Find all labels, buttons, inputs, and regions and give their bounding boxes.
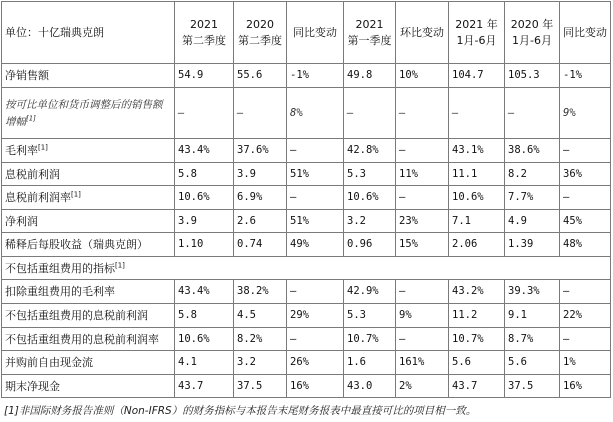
row-label: 并购前自由现金流	[2, 351, 175, 375]
table-row	[2, 139, 611, 163]
table-cell: 0.74	[234, 233, 287, 257]
row-label: 不包括重组费用的息税前利润率	[2, 328, 175, 351]
table-row	[2, 304, 611, 328]
table-cell: 9.1	[505, 304, 560, 328]
table-cell: 1.6	[344, 351, 396, 375]
col-header-yoy-h1: 同比变动	[560, 2, 611, 64]
table-row	[2, 163, 611, 186]
table-cell: 51%	[287, 210, 344, 233]
table-cell: –	[287, 280, 344, 304]
table-cell: 1%	[560, 351, 611, 375]
table-cell: 161%	[396, 351, 449, 375]
table-cell: 55.6	[234, 64, 287, 88]
table-cell: 3.9	[175, 210, 234, 233]
table-cell: –	[560, 186, 611, 210]
table-cell: 3.2	[344, 210, 396, 233]
table-cell: 5.6	[449, 351, 505, 375]
header-row	[2, 2, 611, 64]
table-cell: –	[396, 88, 449, 139]
table-cell: 9%	[560, 88, 611, 139]
table-row	[2, 280, 611, 304]
table-cell: –	[505, 88, 560, 139]
table-cell: 10.6%	[175, 186, 234, 210]
table-cell: 15%	[396, 233, 449, 257]
table-cell: 10.6%	[175, 328, 234, 351]
table-cell: –	[396, 328, 449, 351]
table-cell: 0.96	[344, 233, 396, 257]
table-cell: 43.4%	[175, 139, 234, 163]
table-cell: 10.7%	[449, 328, 505, 351]
table-cell: 37.5	[234, 375, 287, 398]
table-cell: –	[234, 88, 287, 139]
table-cell: 2.06	[449, 233, 505, 257]
table-cell: –	[396, 280, 449, 304]
table-cell: 49%	[287, 233, 344, 257]
table-cell: 10.7%	[344, 328, 396, 351]
table-cell: 5.8	[175, 304, 234, 328]
table-row	[2, 375, 611, 398]
row-label: 按可比单位和货币调整后的销售额增幅[1]	[2, 88, 175, 139]
col-header-q2-2020: 2020 第二季度	[234, 2, 287, 64]
table-cell: 8.2%	[234, 328, 287, 351]
table-cell: 1.10	[175, 233, 234, 257]
table-cell: 42.9%	[344, 280, 396, 304]
table-cell: 49.8	[344, 64, 396, 88]
table-cell: 16%	[560, 375, 611, 398]
table-cell: 43.7	[175, 375, 234, 398]
table-cell: 105.3	[505, 64, 560, 88]
unit-label: 单位：十亿瑞典克朗	[2, 2, 175, 64]
table-cell: 54.9	[175, 64, 234, 88]
table-cell: –	[287, 328, 344, 351]
table-cell: –	[560, 328, 611, 351]
table-cell: –	[396, 186, 449, 210]
table-cell: 8.2	[505, 163, 560, 186]
table-cell: 37.5	[505, 375, 560, 398]
table-cell: –	[287, 139, 344, 163]
table-cell: 7.1	[449, 210, 505, 233]
table-cell: 36%	[560, 163, 611, 186]
table-cell: 104.7	[449, 64, 505, 88]
table-cell: 1.39	[505, 233, 560, 257]
table-cell: 4.9	[505, 210, 560, 233]
row-label: 息税前利润率[1]	[2, 186, 175, 210]
table-cell: 10%	[396, 64, 449, 88]
table-cell: 7.7%	[505, 186, 560, 210]
table-cell: –	[449, 88, 505, 139]
table-cell: 5.3	[344, 304, 396, 328]
table-row	[2, 351, 611, 375]
table-cell: 11.1	[449, 163, 505, 186]
table-cell: 11%	[396, 163, 449, 186]
row-label: 净销售额	[2, 64, 175, 88]
table-cell: 8%	[287, 88, 344, 139]
table-cell: –	[560, 139, 611, 163]
table-cell: 4.5	[234, 304, 287, 328]
row-label: 稀释后每股收益（瑞典克朗）	[2, 233, 175, 257]
table-cell: 45%	[560, 210, 611, 233]
table-cell: -1%	[287, 64, 344, 88]
row-label: 毛利率[1]	[2, 139, 175, 163]
table-row	[2, 64, 611, 88]
table-cell: –	[287, 186, 344, 210]
table-cell: –	[344, 88, 396, 139]
row-label: 息税前利润	[2, 163, 175, 186]
table-cell: 2.6	[234, 210, 287, 233]
table-row	[2, 233, 611, 257]
col-header-h1-2021: 2021 年 1月-6月	[449, 2, 505, 64]
table-cell: 9%	[396, 304, 449, 328]
table-cell: 29%	[287, 304, 344, 328]
table-cell: –	[560, 280, 611, 304]
col-header-qoq: 环比变动	[396, 2, 449, 64]
financial-table	[1, 1, 611, 398]
table-cell: 23%	[396, 210, 449, 233]
col-header-h1-2020: 2020 年 1月-6月	[505, 2, 560, 64]
col-header-q2-2021: 2021 第二季度	[175, 2, 234, 64]
section-heading: 不包括重组费用的指标[1]	[2, 257, 611, 280]
table-cell: 16%	[287, 375, 344, 398]
table-cell: 11.2	[449, 304, 505, 328]
table-cell: –	[396, 139, 449, 163]
table-cell: 43.2%	[449, 280, 505, 304]
footnote: [1]非国际财务报告准则（Non-IFRS）的财务指标与本报告末尾财务报表中最直接可比的项目相一致。	[4, 405, 477, 417]
table-row	[2, 186, 611, 210]
table-cell: 5.8	[175, 163, 234, 186]
table-cell: 39.3%	[505, 280, 560, 304]
section-row	[2, 257, 611, 280]
table-row	[2, 88, 611, 139]
table-cell: 4.1	[175, 351, 234, 375]
row-label: 不包括重组费用的息税前利润	[2, 304, 175, 328]
table-cell: 48%	[560, 233, 611, 257]
table-row	[2, 210, 611, 233]
col-header-q1-2021: 2021 第一季度	[344, 2, 396, 64]
table-cell: –	[175, 88, 234, 139]
table-cell: 43.4%	[175, 280, 234, 304]
table-row	[2, 328, 611, 351]
table-cell: 5.6	[505, 351, 560, 375]
table-cell: 51%	[287, 163, 344, 186]
row-label: 扣除重组费用的毛利率	[2, 280, 175, 304]
table-cell: 37.6%	[234, 139, 287, 163]
row-label: 期末净现金	[2, 375, 175, 398]
table-cell: -1%	[560, 64, 611, 88]
table-cell: 43.7	[449, 375, 505, 398]
table-cell: 3.2	[234, 351, 287, 375]
row-label: 净利润	[2, 210, 175, 233]
table-cell: 8.7%	[505, 328, 560, 351]
table-cell: 3.9	[234, 163, 287, 186]
table-cell: 38.2%	[234, 280, 287, 304]
table-cell: 43.1%	[449, 139, 505, 163]
col-header-yoy: 同比变动	[287, 2, 344, 64]
table-cell: 10.6%	[344, 186, 396, 210]
table-cell: 26%	[287, 351, 344, 375]
table-cell: 10.6%	[449, 186, 505, 210]
table-cell: 22%	[560, 304, 611, 328]
table-cell: 5.3	[344, 163, 396, 186]
table-cell: 2%	[396, 375, 449, 398]
table-cell: 6.9%	[234, 186, 287, 210]
table-cell: 42.8%	[344, 139, 396, 163]
table-cell: 43.0	[344, 375, 396, 398]
table-cell: 38.6%	[505, 139, 560, 163]
